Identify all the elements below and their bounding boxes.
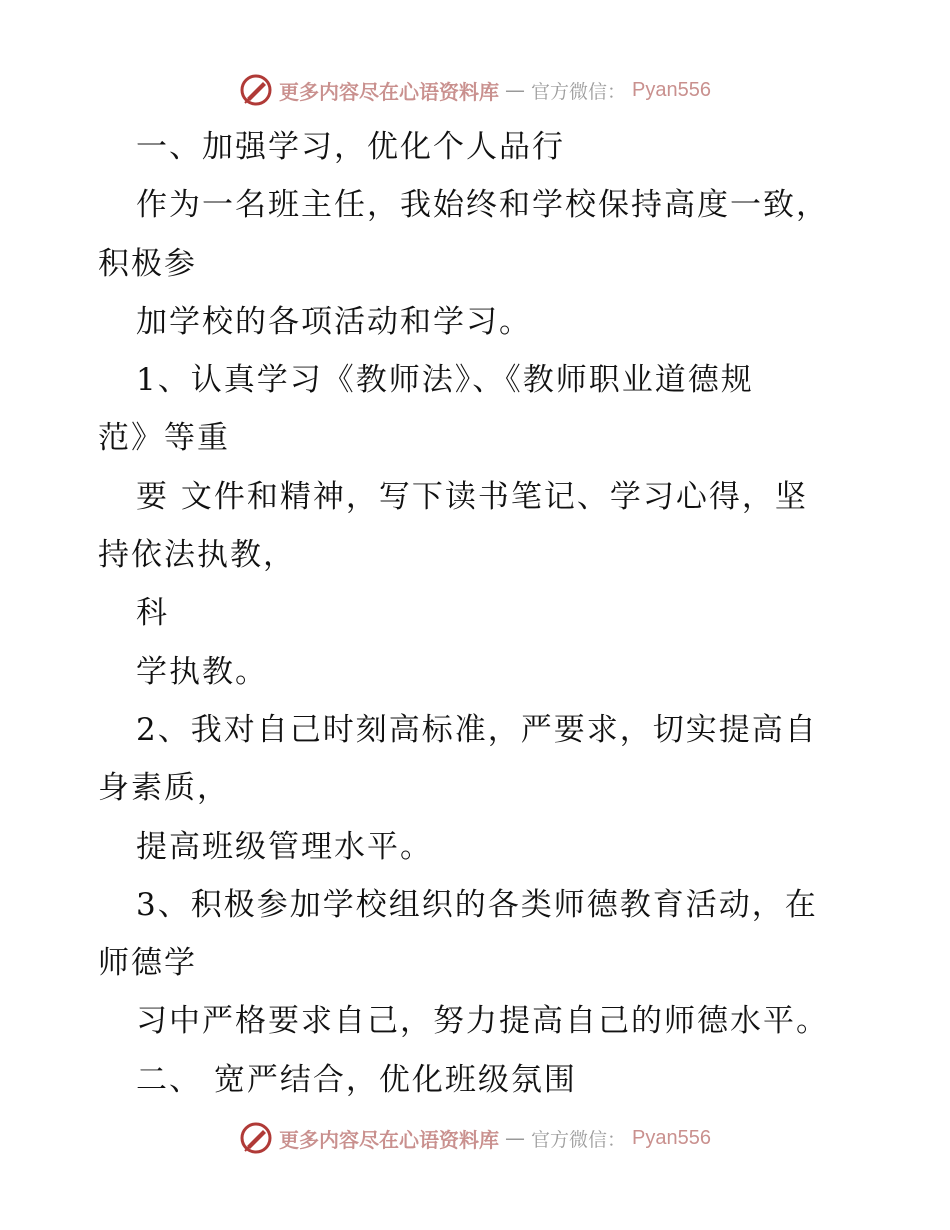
paragraph-line: 提高班级管理水平。 xyxy=(136,828,433,865)
quill-pen-logo-icon xyxy=(239,73,273,107)
header-banner xyxy=(0,70,950,110)
paragraph-line: 积极参 xyxy=(98,245,197,282)
banner-wechat-id: Pyan556 xyxy=(632,78,711,101)
banner-wechat-id: Pyan556 xyxy=(632,1126,711,1149)
paragraph-line: 师德学 xyxy=(98,945,197,982)
paragraph-line: 要 文件和精神，写下读书笔记、学习心得，坚 xyxy=(136,478,808,515)
banner-official-label: 官方微信： xyxy=(531,80,627,103)
paragraph-line: 学执教。 xyxy=(136,653,268,690)
banner-dash: — xyxy=(505,1126,525,1150)
document-body xyxy=(98,118,898,1109)
paragraph-line: 加学校的各项活动和学习。 xyxy=(136,303,532,340)
banner-title: 更多内容尽在心语资料库 xyxy=(279,1127,499,1152)
paragraph-line: 范》等重 xyxy=(98,420,230,457)
list-item-1: 1、认真学习《教师法》、《教师职业道德规 xyxy=(136,362,754,399)
paragraph-line: 持依法执教， xyxy=(98,537,296,574)
section-heading-2: 二、 宽严结合，优化班级氛围 xyxy=(136,1061,577,1098)
section-heading-1: 一、加强学习，优化个人品行 xyxy=(136,129,565,165)
paragraph-line: 身素质， xyxy=(98,770,230,807)
list-item-3: 3、积极参加学校组织的各类师德教育活动，在 xyxy=(136,886,818,923)
banner-title: 更多内容尽在心语资料库 xyxy=(279,79,499,104)
paragraph-line: 作为一名班主任，我始终和学校保持高度一致， xyxy=(136,187,829,224)
paragraph-line: 科 xyxy=(136,595,169,632)
paragraph-line: 习中严格要求自己，努力提高自己的师德水平。 xyxy=(136,1003,829,1040)
quill-pen-logo-icon xyxy=(239,1121,273,1155)
banner-official-label: 官方微信： xyxy=(531,1128,627,1151)
list-item-2: 2、我对自己时刻高标准，严要求，切实提高自 xyxy=(136,711,818,748)
footer-banner xyxy=(0,1118,950,1158)
banner-dash: — xyxy=(505,78,525,102)
